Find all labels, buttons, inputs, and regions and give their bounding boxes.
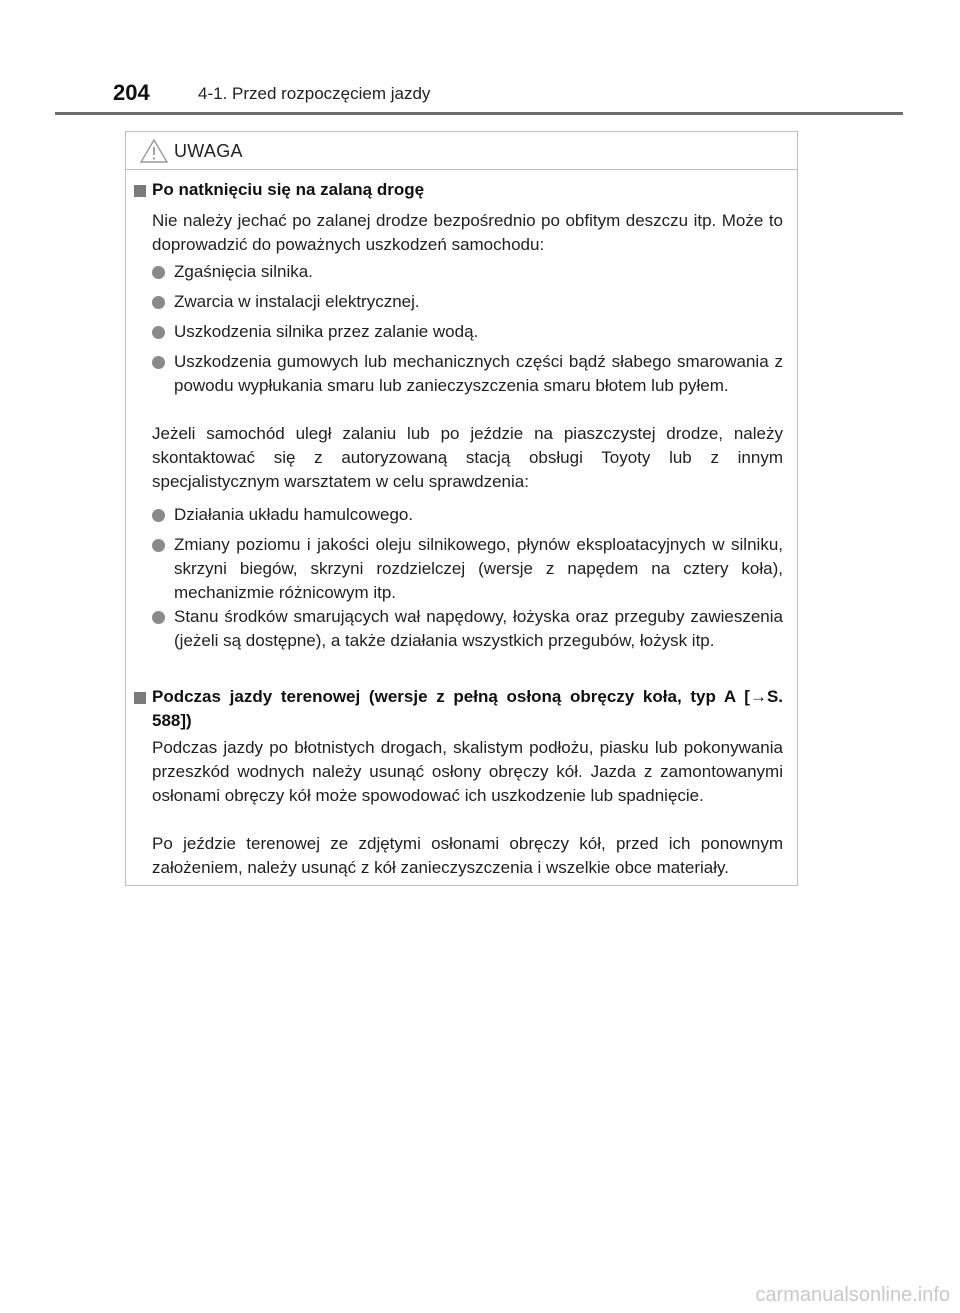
warning-box <box>125 131 798 886</box>
round-bullet-icon <box>152 611 165 624</box>
section1-para2: Jeżeli samochód uległ zalaniu lub po jeździe na piaszczystej drodze, należy skontaktować się z autoryzowaną stacją obsługi Toyoty lub z innym specjalistycznym warsztatem w celu sprawdzenia: <box>152 424 783 491</box>
round-bullet-icon <box>152 326 165 339</box>
square-bullet-icon <box>134 185 146 197</box>
round-bullet-icon <box>152 296 165 309</box>
section1-title: Po natknięciu się na zalaną drogę <box>152 180 425 199</box>
section-title: 4-1. Przed rozpoczęciem jazdy <box>198 84 431 103</box>
section1-bullet-4: Uszkodzenia gumowych lub mechanicznych części bądź słabego smarowania z powodu wypłukania smaru lub zanieczyszczenia smaru błotem lub pyłem. <box>174 352 783 395</box>
warning-title: UWAGA <box>174 141 243 161</box>
round-bullet-icon <box>152 539 165 552</box>
section1-intro: Nie należy jechać po zalanej drodze bezpośrednio po obfitym deszczu itp. Może to doprowadzić do poważnych uszkodzeń samochodu: <box>152 211 783 254</box>
round-bullet-icon <box>152 266 165 279</box>
header-divider <box>55 112 903 115</box>
section1-bullet2-3: Stanu środków smarujących wał napędowy, łożyska oraz przeguby zawieszenia (jeżeli są dostępne), a także działania wszystkich przegubów, łożysk itp. <box>174 607 783 650</box>
section2-para1: Podczas jazdy po błotnistych drogach, skalistym podłożu, piasku lub pokonywania przeszkód wodnych należy usunąć osłony obręczy kół. Jazda z zamontowanymi osłonami obręczy kół może spowodować ich uszkodzenie lub spadnięcie. <box>152 738 783 805</box>
section2-para2: Po jeździe terenowej ze zdjętymi osłonami obręczy kół, przed ich ponownym założeniem, należy usunąć z kół zanieczyszczenia i wszelkie obce materiały. <box>152 834 783 877</box>
section2-title: Podczas jazdy terenowej (wersje z pełną osłoną obręczy koła, typ A [→S. 588]) <box>152 687 783 730</box>
section1-bullet2-1: Działania układu hamulcowego. <box>174 505 414 524</box>
section1-bullet-3: Uszkodzenia silnika przez zalanie wodą. <box>174 322 479 341</box>
warning-header <box>126 132 797 170</box>
watermark: carmanualsonline.info <box>755 1284 950 1306</box>
page-header <box>0 0 960 120</box>
section1-bullet-2: Zwarcia w instalacji elektrycznej. <box>174 292 420 311</box>
section1-bullet-1: Zgaśnięcia silnika. <box>174 262 313 281</box>
section1-bullet2-2: Zmiany poziomu i jakości oleju silnikowego, płynów eksploatacyjnych w silniku, skrzyni biegów, skrzyni rozdzielczej (wersje z napędem na cztery koła), mechanizmie różnicowym itp. <box>174 535 783 602</box>
round-bullet-icon <box>152 509 165 522</box>
warning-triangle-icon <box>140 139 168 163</box>
square-bullet-icon <box>134 692 146 704</box>
round-bullet-icon <box>152 356 165 369</box>
page-number: 204 <box>113 80 150 105</box>
